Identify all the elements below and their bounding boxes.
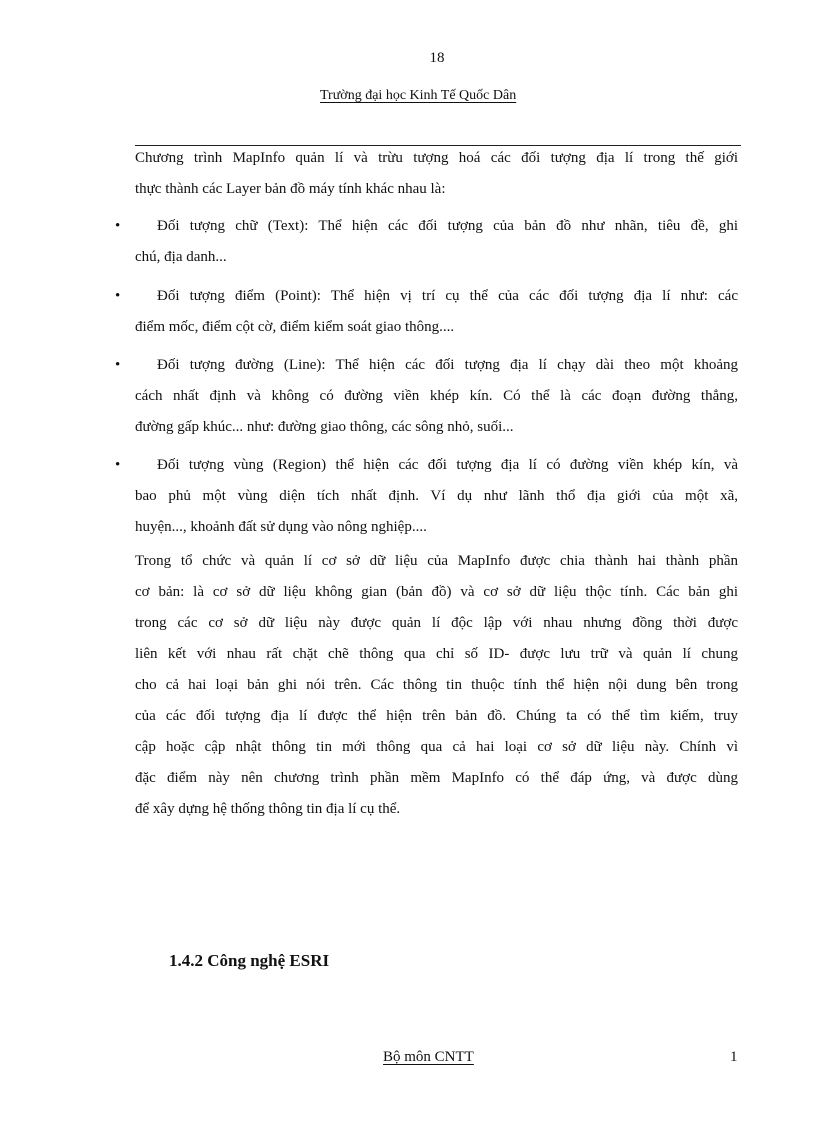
text-line: Đối tượng chữ (Text): Thể hiện các đối tượng của bản đồ như nhãn, tiêu đề, ghi — [157, 218, 738, 234]
body-paragraph — [135, 546, 738, 825]
footer-page-number: 1 — [730, 1049, 738, 1065]
text-line: bao phủ một vùng diện tích nhất định. Ví dụ như lãnh thổ địa giới của một xã, — [135, 488, 738, 504]
text-line: liên kết với nhau rất chặt chẽ thông qua chỉ số ID- được lưu trữ và quản lí chung — [135, 646, 738, 662]
text-line: trong các cơ sở dữ liệu này được quản lí độc lập với nhau nhưng đồng thời được — [135, 615, 738, 631]
text-line: Đối tượng đường (Line): Thể hiện các đối tượng địa lí chạy dài theo một khoảng — [157, 357, 738, 373]
section-heading: 1.4.2 Công nghệ ESRI — [169, 951, 330, 970]
text-line: cho cả hai loại bản ghi nói trên. Các thông tin thuộc tính thể hiện nội dung bên trong — [135, 677, 738, 693]
bullet-item-line — [135, 350, 738, 443]
text-line: thực thành các Layer bản đồ máy tính khác nhau là: — [135, 181, 446, 197]
bullet-icon: • — [115, 457, 121, 473]
text-line: huyện..., khoảnh đất sử dụng vào nông nghiệp.... — [135, 519, 427, 535]
text-line: đường gấp khúc... như: đường giao thông, các sông nhỏ, suối... — [135, 419, 514, 435]
text-line: Trong tổ chức và quản lí cơ sở dữ liệu của MapInfo được chia thành hai thành phần — [135, 553, 738, 569]
text-line: chú, địa danh... — [135, 249, 227, 265]
text-line: đặc điểm này nên chương trình phần mềm MapInfo có thể đáp ứng, và được dùng — [135, 770, 738, 786]
bullet-item-region — [135, 450, 738, 543]
text-line: cách nhất định và không có đường viền khép kín. Có thể là các đoạn đường thẳng, — [135, 388, 738, 404]
bullet-item-text — [135, 211, 738, 273]
text-line: Đối tượng vùng (Region) thể hiện các đối tượng địa lí có đường viền khép kín, và — [157, 457, 738, 473]
intro-paragraph — [135, 143, 738, 205]
text-line: Chương trình MapInfo quản lí và trừu tượng hoá các đối tượng địa lí trong thế giới — [135, 150, 738, 166]
text-line: cập hoặc cập nhật thông tin mới thông qua cả hai loại cơ sở dữ liệu này. Chính vì — [135, 739, 738, 755]
bullet-icon: • — [115, 218, 121, 234]
text-line: cơ bản: là cơ sở dữ liệu không gian (bản đồ) và cơ sở dữ liệu thộc tính. Các bản ghi — [135, 584, 738, 600]
text-line: điểm mốc, điểm cột cờ, điểm kiểm soát giao thông.... — [135, 319, 455, 335]
page-number: 18 — [429, 50, 445, 66]
text-line: để xây dựng hệ thống thông tin địa lí cụ thể. — [135, 801, 401, 817]
bullet-icon: • — [115, 357, 121, 373]
text-line: của các đối tượng địa lí được thể hiện trên bản đồ. Chúng ta có thể tìm kiếm, truy — [135, 708, 738, 724]
footer-department: Bộ môn CNTT — [383, 1049, 474, 1065]
bullet-item-point — [135, 281, 738, 343]
header-title: Trường đại học Kinh Tế Quốc Dân — [320, 88, 517, 103]
text-line: Đối tượng điểm (Point): Thể hiện vị trí cụ thể của các đối tượng địa lí như: các — [157, 288, 738, 304]
bullet-icon: • — [115, 288, 121, 304]
